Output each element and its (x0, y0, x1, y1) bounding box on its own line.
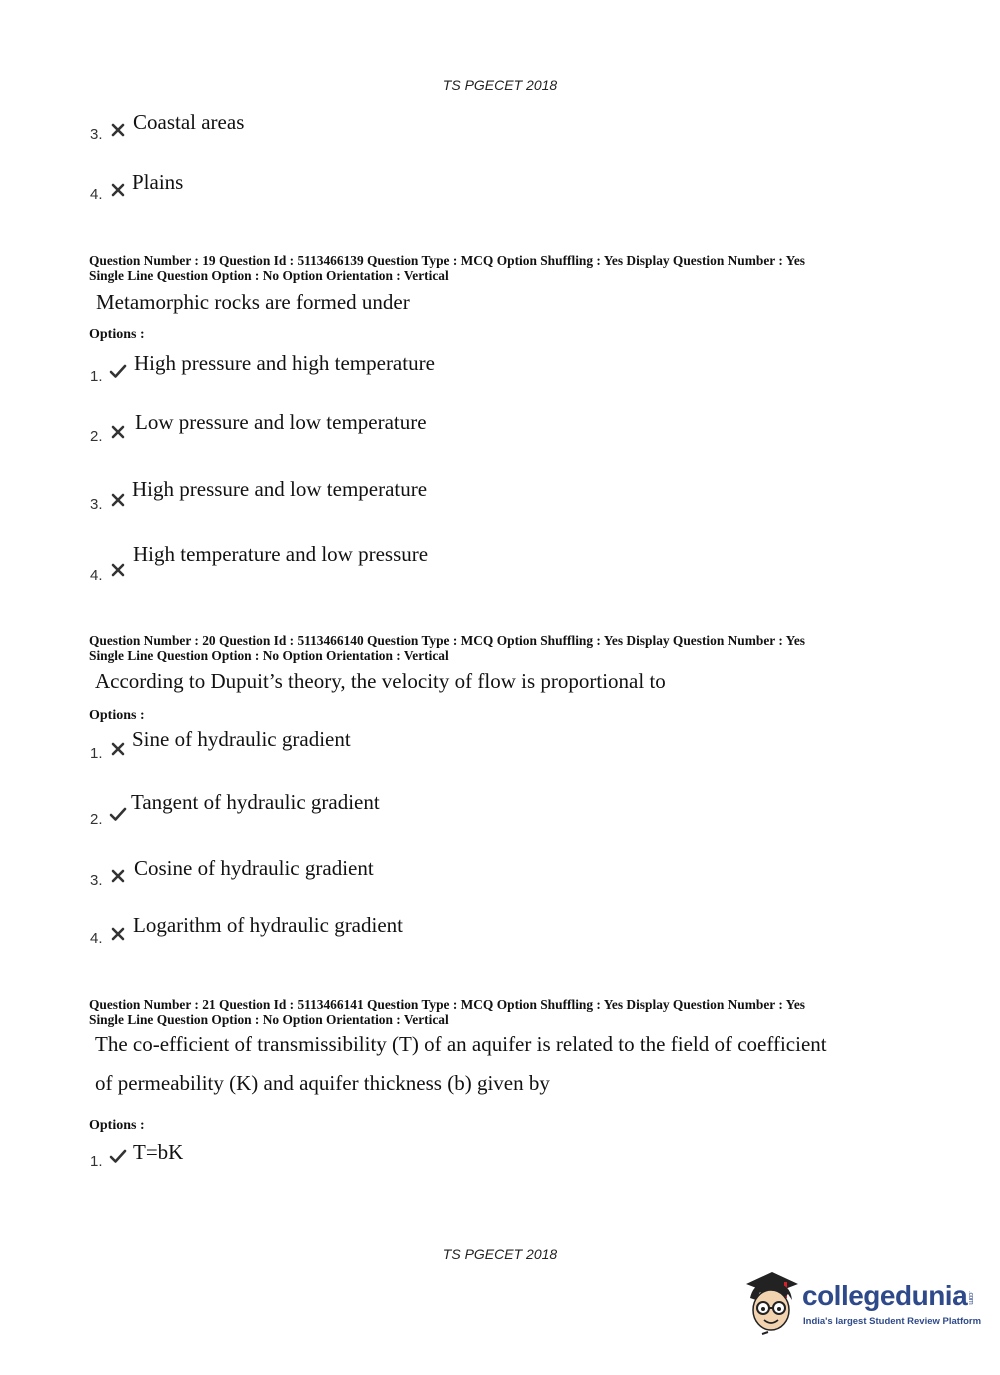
checkmark-icon (109, 363, 127, 379)
options-label: Options : (89, 1118, 145, 1133)
cross-icon (110, 424, 126, 440)
mascot-icon (740, 1268, 802, 1340)
option-number: 4. (90, 567, 103, 584)
option-number: 3. (90, 126, 103, 143)
question-meta-line2: Single Line Question Option : No Option Orientation : Vertical (89, 1012, 449, 1027)
logo-brand (802, 1280, 974, 1312)
cross-icon (110, 562, 126, 578)
page-header-title: TS PGECET 2018 (442, 77, 558, 93)
cross-icon (110, 492, 126, 508)
option-number: 3. (90, 872, 103, 889)
question-text: of permeability (K) and aquifer thickness (b) given by (95, 1071, 550, 1095)
checkmark-icon (109, 806, 127, 822)
cross-icon (110, 868, 126, 884)
option-text: Low pressure and low temperature (135, 410, 427, 434)
option-number: 2. (90, 428, 103, 445)
question-text: According to Dupuit’s theory, the velocity of flow is proportional to (95, 669, 666, 693)
cross-icon (110, 182, 126, 198)
page-footer-title: TS PGECET 2018 (442, 1246, 558, 1262)
question-meta-line2: Single Line Question Option : No Option Orientation : Vertical (89, 648, 449, 663)
cross-icon (110, 122, 126, 138)
option-number: 4. (90, 186, 103, 203)
option-text: Logarithm of hydraulic gradient (133, 913, 403, 937)
option-text: High pressure and low temperature (132, 477, 428, 501)
option-number: 1. (90, 1153, 103, 1170)
checkmark-icon (109, 1148, 127, 1164)
option-number: 1. (90, 368, 103, 385)
question-meta-line1: Question Number : 19 Question Id : 5113466139 Question Type : MCQ Option Shuffling : Yes Display Question Number : Yes (89, 253, 805, 268)
option-text: High pressure and high temperature (134, 351, 435, 375)
option-text: High temperature and low pressure (133, 542, 429, 566)
logo-brand-text: collegedunia (802, 1280, 968, 1311)
option-number: 4. (90, 930, 103, 947)
cross-icon (110, 926, 126, 942)
question-meta-line2: Single Line Question Option : No Option Orientation : Vertical (89, 268, 449, 283)
option-number: 3. (90, 496, 103, 513)
logo-tagline: India's largest Student Review Platform (803, 1316, 982, 1327)
question-meta-line1: Question Number : 21 Question Id : 5113466141 Question Type : MCQ Option Shuffling : Yes Display Question Number : Yes (89, 997, 805, 1012)
option-text: Sine of hydraulic gradient (132, 727, 351, 751)
option-text: Cosine of hydraulic gradient (134, 856, 374, 880)
question-text: The co-efficient of transmissibility (T) of an aquifer is related to the field of coefficient (95, 1032, 827, 1056)
option-number: 2. (90, 811, 103, 828)
collegedunia-logo (740, 1268, 982, 1340)
question-text: Metamorphic rocks are formed under (96, 290, 410, 314)
options-label: Options : (89, 327, 145, 342)
options-label: Options : (89, 708, 145, 723)
option-number: 1. (90, 745, 103, 762)
option-text: T=bK (133, 1140, 184, 1164)
option-text: Coastal areas (133, 110, 245, 134)
question-meta-line1: Question Number : 20 Question Id : 5113466140 Question Type : MCQ Option Shuffling : Yes Display Question Number : Yes (89, 633, 805, 648)
logo-brand-suffix: .com (967, 1291, 975, 1305)
option-text: Tangent of hydraulic gradient (131, 790, 380, 814)
cross-icon (110, 741, 126, 757)
option-text: Plains (132, 170, 184, 194)
